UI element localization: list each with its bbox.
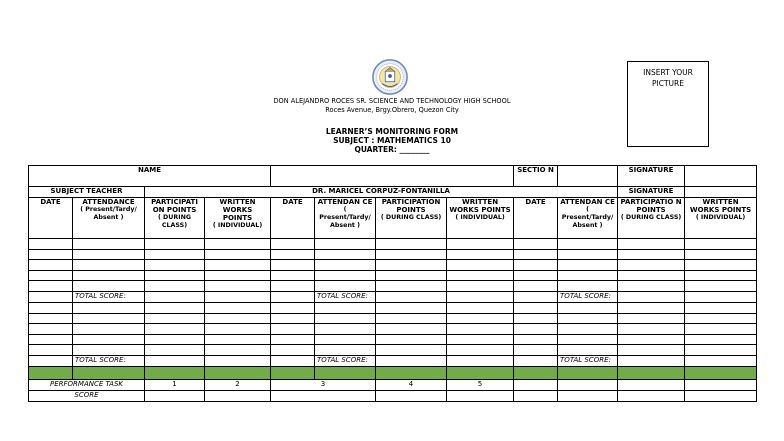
subject-teacher-label: SUBJECT TEACHER: [29, 187, 145, 198]
signature-field[interactable]: [685, 166, 757, 187]
performance-task-5: 5: [447, 379, 514, 390]
col-attendance-2: ATTENDAN CE ( Present/Tardy/ Absent ): [315, 198, 376, 239]
table-row[interactable]: [29, 239, 757, 250]
school-seal-logo: [371, 58, 409, 96]
total-score-label-1: TOTAL SCORE:: [73, 291, 145, 302]
performance-task-2: 2: [205, 379, 271, 390]
entry-block-2: [29, 302, 757, 355]
performance-task-1: 1: [145, 379, 205, 390]
total-score-label-5: TOTAL SCORE:: [315, 355, 376, 366]
table-row[interactable]: [29, 302, 757, 313]
table-row[interactable]: [29, 313, 757, 324]
teacher-signature-label: SIGNATURE: [618, 187, 685, 198]
table-row[interactable]: [29, 324, 757, 335]
total-score-label-3: TOTAL SCORE:: [558, 291, 618, 302]
table-row[interactable]: [29, 260, 757, 271]
table-row[interactable]: [29, 270, 757, 281]
total-score-label-6: TOTAL SCORE:: [558, 355, 618, 366]
table-row[interactable]: [29, 334, 757, 345]
quarter-line: QUARTER: ________: [354, 145, 430, 154]
school-address: Roces Avenue, Brgy.Obrero, Quezon City: [325, 106, 459, 114]
green-separator-row: [29, 366, 757, 379]
picture-box-line2: PICTURE: [652, 79, 684, 88]
monitoring-form-table: [28, 165, 757, 402]
performance-score-label: SCORE: [29, 390, 145, 401]
col-written-3: WRITTEN WORKS POINTS ( INDIVIDUAL): [685, 198, 757, 239]
form-title: LEARNER’S MONITORING FORM: [325, 127, 459, 136]
col-participation-1: PARTICIPATI ON POINTS ( DURING CLASS): [145, 198, 205, 239]
col-participation-2: PARTICIPATION POINTS ( DURING CLASS): [376, 198, 447, 239]
col-date-3: DATE: [514, 198, 558, 239]
performance-task-3: 3: [271, 379, 376, 390]
col-attendance-1: ATTENDANCE ( Present/Tardy/ Absent ): [73, 198, 145, 239]
name-field[interactable]: [271, 166, 514, 187]
score-cell[interactable]: [376, 390, 447, 401]
table-row[interactable]: [29, 281, 757, 292]
score-cell[interactable]: [205, 390, 271, 401]
school-name: DON ALEJANDRO ROCES SR. SCIENCE AND TECHNOLOGY HIGH SCHOOL: [273, 97, 511, 105]
score-cell[interactable]: [447, 390, 514, 401]
teacher-signature-field[interactable]: [685, 187, 757, 198]
col-date-2: DATE: [271, 198, 315, 239]
total-score-label-4: TOTAL SCORE:: [73, 355, 145, 366]
table-row[interactable]: [29, 345, 757, 356]
col-date-1: DATE: [29, 198, 73, 239]
performance-task-4: 4: [376, 379, 447, 390]
picture-box-line1: INSERT YOUR: [643, 68, 693, 77]
entry-block-1: [29, 239, 757, 292]
table-row[interactable]: [29, 249, 757, 260]
signature-label: SIGNATURE: [618, 166, 685, 187]
col-written-2: WRITTEN WORKS POINTS ( INDIVIDUAL): [447, 198, 514, 239]
total-score-label-2: TOTAL SCORE:: [315, 291, 376, 302]
col-written-1: WRITTEN WORKS POINTS ( INDIVIDUAL): [205, 198, 271, 239]
subject-teacher-name: DR. MARICEL CORPUZ-FONTANILLA: [145, 187, 618, 198]
col-attendance-3: ATTENDAN CE ( Present/Tardy/ Absent ): [558, 198, 618, 239]
col-participation-3: PARTICIPATIO N POINTS ( DURING CLASS): [618, 198, 685, 239]
score-cell[interactable]: [271, 390, 376, 401]
section-label: SECTIO N: [514, 166, 558, 187]
name-label: NAME: [29, 166, 271, 187]
subject-line: SUBJECT : MATHEMATICS 10: [333, 136, 451, 145]
performance-task-label: PERFORMANCE TASK: [29, 379, 145, 390]
section-field[interactable]: [558, 166, 618, 187]
insert-picture-box[interactable]: [627, 61, 709, 147]
score-cell[interactable]: [145, 390, 205, 401]
